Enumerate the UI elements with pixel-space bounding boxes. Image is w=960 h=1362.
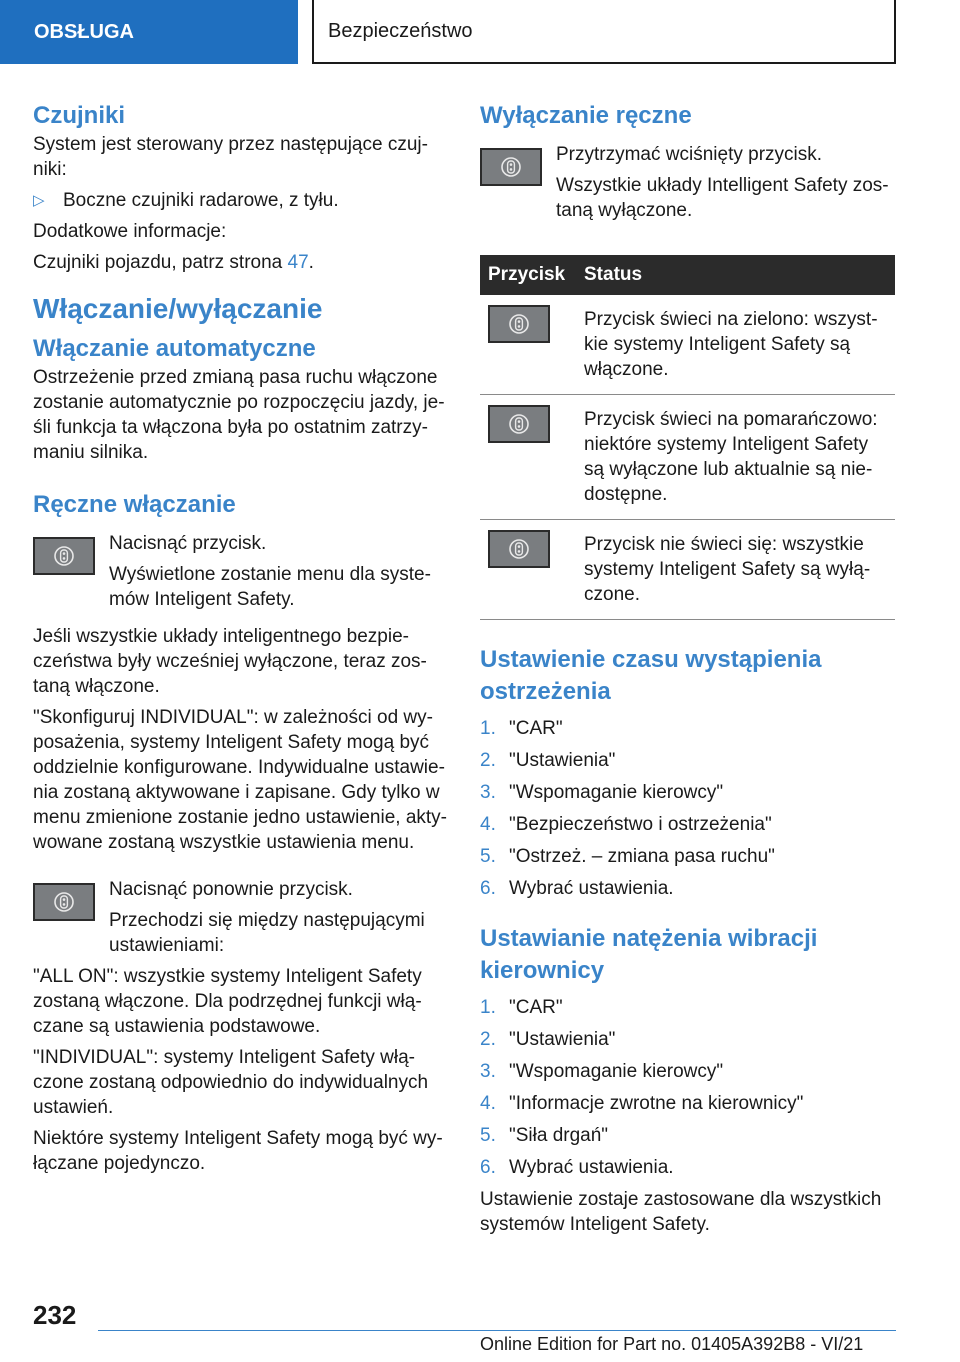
instruction-text: Wszystkie układy Intelligent Safety zos-taną wyłączone. <box>556 175 889 221</box>
step-text: "Ustawienia" <box>509 750 616 771</box>
list-item: 5. "Siła drgań" <box>480 1125 609 1146</box>
status-cell: Przycisk świeci na pomarańczowo: niektóre systemy Inteligent Safety są wyłączone lub aktualnie są nie-dostępne. <box>576 395 895 520</box>
step-text: "Ustawienia" <box>509 1029 616 1050</box>
safety-button-icon <box>488 405 550 443</box>
step-text: "CAR" <box>509 718 563 739</box>
section-tab <box>0 0 298 64</box>
step-text: "Bezpieczeństwo i ostrzeżenia" <box>509 814 772 835</box>
left-column <box>33 100 447 1176</box>
vibration-steps <box>480 995 895 1180</box>
right-column <box>480 100 895 1237</box>
footer-divider <box>98 1330 896 1331</box>
paragraph: Niektóre systemy Inteligent Safety mogą być wy-łączane pojedynczo. <box>33 1128 443 1174</box>
heading-manual-off: Wyłączanie ręczne <box>480 102 692 129</box>
table-row <box>480 395 895 520</box>
status-cell: Przycisk nie świeci się: wszystkie systemy Inteligent Safety są wyłą-czone. <box>576 520 895 620</box>
paragraph: "INDIVIDUAL": systemy Inteligent Safety włą-czone zostaną odpowiednio do indywidualnych ustawień. <box>33 1047 429 1118</box>
paragraph: Ostrzeżenie przed zmianą pasa ruchu włączone zostanie automatycznie po rozpoczęciu jazdy, je-śli funkcja ta włączona była po ostatnim zatrzy-maniu silnika. <box>33 367 445 463</box>
instruction-text: Nacisnąć przycisk. <box>109 533 267 554</box>
instruction-text: Przytrzymać wciśnięty przycisk. <box>556 144 823 165</box>
column-header-status: Status <box>576 255 895 295</box>
bullet-item <box>33 188 447 213</box>
timing-steps <box>480 716 895 901</box>
button-cell <box>480 520 576 620</box>
column-header-button: Przycisk <box>480 255 576 295</box>
list-item: 5. "Ostrzeż. – zmiana pasa ruchu" <box>480 846 775 867</box>
list-item: 3. "Wspomaganie kierowcy" <box>480 782 724 803</box>
paragraph: Ustawienie zostaje zastosowane dla wszystkich systemów Inteligent Safety. <box>480 1189 882 1235</box>
safety-button-icon <box>33 537 95 575</box>
paragraph: "ALL ON": wszystkie systemy Inteligent Safety zostaną włączone. Dla podrzędnej funkcji włą-czane są ustawienia podstawowe. <box>33 966 422 1037</box>
paragraph: "Skonfiguruj INDIVIDUAL": w zależności od wy-posażenia, systemy Inteligent Safety mogą być oddzielnie konfigurowane. Indywidualne ustawie-nia zostaną aktywowane i zapisane. Gdy tylko w menu zmienione zostanie jedno ustawienie, akty-wowane zostaną wszystkie ustawienia menu. <box>33 707 448 853</box>
safety-button-icon <box>488 305 550 343</box>
ref-end: . <box>308 252 314 273</box>
list-item: 1. "CAR" <box>480 997 563 1018</box>
paragraph: Jeśli wszystkie układy inteligentnego bezpie-czeństwa były wcześniej wyłączone, teraz zos-taną włączone. <box>33 626 427 697</box>
list-item: 2. "Ustawienia" <box>480 750 616 771</box>
list-item: 6. Wybrać ustawienia. <box>480 1157 674 1178</box>
heading-vibration: Ustawianie natężenia wibracji kierownicy <box>480 925 818 984</box>
step-text: "Wspomaganie kierowcy" <box>509 782 724 803</box>
button-cell <box>480 395 576 520</box>
step-text: "Informacje zwrotne na kierownicy" <box>509 1093 804 1114</box>
list-item: 4. "Informacje zwrotne na kierownicy" <box>480 1093 804 1114</box>
chapter-title: Bezpieczeństwo <box>328 19 473 42</box>
heading-on-off: Włączanie/wyłączanie <box>33 293 323 324</box>
instruction-text: Nacisnąć ponownie przycisk. <box>109 879 353 900</box>
safety-button-icon <box>33 883 95 921</box>
status-table <box>480 255 895 620</box>
instruction-text: Wyświetlone zostanie menu dla syste-mów Inteligent Safety. <box>109 564 431 610</box>
paragraph: Dodatkowe informacje: <box>33 221 227 242</box>
page-link[interactable]: 47 <box>287 252 309 273</box>
section-label: OBSŁUGA <box>34 20 134 43</box>
table-row <box>480 295 895 395</box>
status-cell: Przycisk świeci na zielono: wszyst-kie systemy Inteligent Safety są włączone. <box>576 295 895 395</box>
button-cell <box>480 295 576 395</box>
ref-text: Czujniki pojazdu, patrz strona <box>33 252 288 273</box>
heading-manual: Ręczne włączanie <box>33 491 236 518</box>
step-text: Wybrać ustawienia. <box>509 878 674 899</box>
safety-button-icon <box>480 148 542 186</box>
table-header-row <box>480 255 895 295</box>
page-number: 232 <box>33 1300 77 1330</box>
chapter-header <box>312 0 896 64</box>
paragraph: System jest sterowany przez następujące czuj-niki: <box>33 134 428 180</box>
step-text: Wybrać ustawienia. <box>509 1157 674 1178</box>
list-item: 3. "Wspomaganie kierowcy" <box>480 1061 724 1082</box>
list-item: 4. "Bezpieczeństwo i ostrzeżenia" <box>480 814 772 835</box>
table-row <box>480 520 895 620</box>
heading-czujniki: Czujniki <box>33 102 126 129</box>
button-instruction <box>480 142 895 229</box>
list-item: 2. "Ustawienia" <box>480 1029 616 1050</box>
button-instruction <box>33 877 447 964</box>
list-item: 1. "CAR" <box>480 718 563 739</box>
step-text: "Wspomaganie kierowcy" <box>509 1061 724 1082</box>
step-text: "Siła drgań" <box>509 1125 609 1146</box>
heading-auto: Włączanie automatyczne <box>33 335 316 362</box>
bullet-text: Boczne czujniki radarowe, z tyłu. <box>63 190 339 211</box>
list-item: 6. Wybrać ustawienia. <box>480 878 674 899</box>
step-text: "Ostrzeż. – zmiana pasa ruchu" <box>509 846 775 867</box>
instruction-text: Przechodzi się między następującymi ustawieniami: <box>109 910 425 956</box>
safety-button-icon <box>488 530 550 568</box>
heading-timing: Ustawienie czasu wystąpienia ostrzeżenia <box>480 646 822 705</box>
edition-note: Online Edition for Part no. 01405A392B8 - VI/21 <box>480 1334 864 1354</box>
step-text: "CAR" <box>509 997 563 1018</box>
triangle-bullet-icon: ▷ <box>33 192 45 209</box>
cross-reference <box>33 250 447 275</box>
button-instruction <box>33 531 447 618</box>
